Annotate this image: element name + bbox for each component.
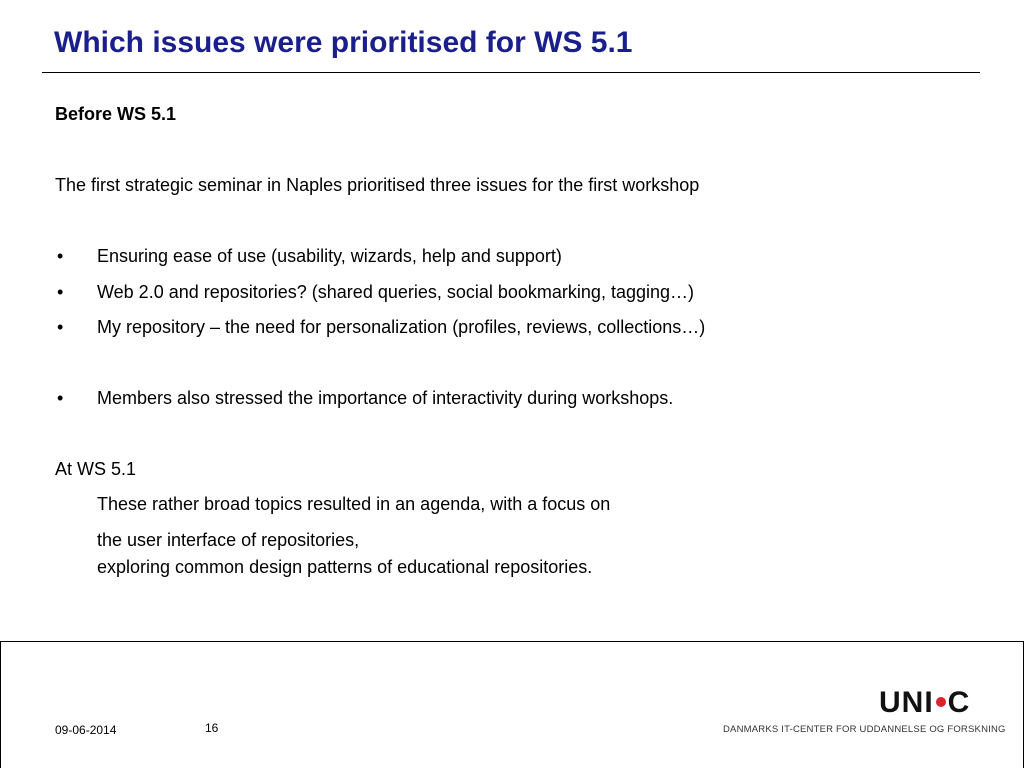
bullet-marker: • xyxy=(57,317,64,337)
bullet-marker: • xyxy=(57,282,64,302)
logo-dot-icon xyxy=(936,697,946,707)
bullet-text: Web 2.0 and repositories? (shared queries, social bookmarking, tagging…) xyxy=(97,282,694,302)
bullet-marker: • xyxy=(57,388,64,408)
before-heading: Before WS 5.1 xyxy=(55,104,177,124)
uni-c-logo xyxy=(879,686,970,720)
page-number: 16 xyxy=(205,721,219,735)
logo-subtitle: DANMARKS IT-CENTER FOR UDDANNELSE OG FORSKNING xyxy=(723,724,1006,735)
bullet-marker: • xyxy=(57,246,64,266)
at-line: These rather broad topics resulted in an agenda, with a focus on xyxy=(97,494,611,514)
bullet-text: Ensuring ease of use (usability, wizards, help and support) xyxy=(97,246,562,266)
bullet-text: My repository – the need for personalization (profiles, reviews, collections…) xyxy=(97,317,706,337)
footer-date: 09-06-2014 xyxy=(55,723,117,737)
slide-footer xyxy=(0,641,1024,768)
at-line: the user interface of repositories, xyxy=(97,530,360,550)
slide-title: Which issues were prioritised for WS 5.1 xyxy=(54,26,633,59)
bullet-text: Members also stressed the importance of interactivity during workshops. xyxy=(97,388,674,408)
at-line: exploring common design patterns of educational repositories. xyxy=(97,557,593,577)
logo-text-right: C xyxy=(947,686,971,719)
logo-text-left: UNI xyxy=(879,686,934,719)
title-divider xyxy=(42,72,980,73)
intro-text: The first strategic seminar in Naples prioritised three issues for the first workshop xyxy=(55,175,700,195)
at-heading: At WS 5.1 xyxy=(55,459,137,479)
